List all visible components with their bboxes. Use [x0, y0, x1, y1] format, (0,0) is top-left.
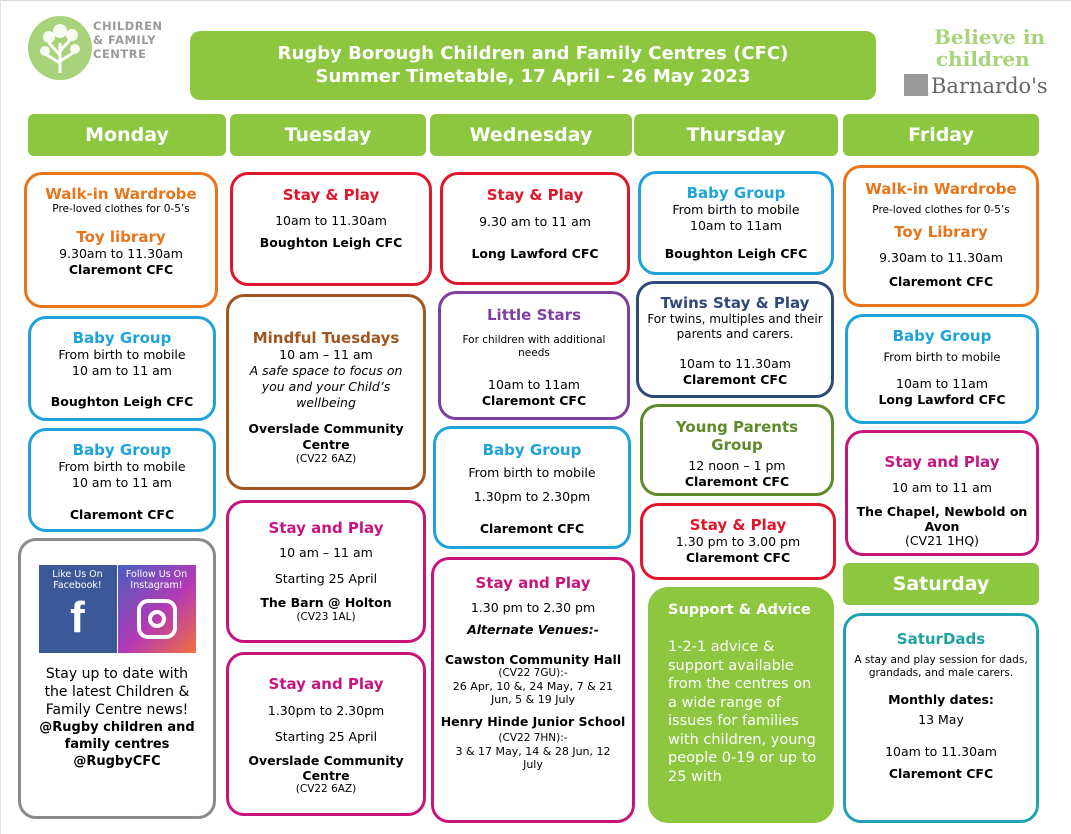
social-handle-facebook: @Rugby children and family centres	[39, 720, 195, 752]
saturday-saturdads-card	[843, 613, 1039, 823]
card-venue: Claremont CFC	[68, 262, 174, 277]
day-header-saturday: Saturday	[843, 563, 1039, 605]
card-subtitle: From birth to mobile	[883, 350, 1001, 364]
day-header-tuesday: Tuesday	[230, 114, 426, 156]
thursday-twins-card	[636, 281, 834, 398]
card-title: Walk-in Wardrobe	[45, 185, 197, 203]
facebook-icon: f	[70, 593, 85, 642]
card-time: 10am to 11am	[488, 377, 580, 392]
card-venue-1: Cawston Community Hall	[444, 652, 622, 667]
facebook-label: Like Us On Facebook!	[52, 569, 103, 591]
wednesday-stay-play-card	[440, 172, 630, 285]
card-title: Stay & Play	[486, 186, 584, 204]
barnardos-icon	[904, 74, 928, 96]
support-text: 1-2-1 advice & support available from the centres on a wide range of issues for families with children, young people 0-19 or up to 25 with	[668, 639, 817, 785]
card-postcode: (CV23 1AL)	[296, 611, 356, 623]
wednesday-stay-play-card-2	[431, 557, 635, 823]
card-time: 9.30 am to 11 am	[479, 214, 591, 229]
day-header-thursday: Thursday	[634, 114, 838, 156]
instagram-label: Follow Us On Instagram!	[125, 569, 188, 591]
card-title: Baby Group	[72, 441, 172, 459]
card-venue-2	[440, 714, 626, 745]
card-subtitle: For children with additional needs	[462, 334, 606, 359]
card-date: 13 May	[918, 712, 964, 727]
card-start-date: Starting 25 April	[274, 571, 378, 586]
card-time: 10am to 11.30am	[275, 213, 387, 228]
card-time: 10 am – 11 am	[279, 545, 373, 560]
card-subtitle: From birth to mobile	[468, 465, 596, 480]
card-title: Baby Group	[72, 329, 172, 347]
card-time: 10 am to 11 am	[72, 475, 172, 490]
card-title-2: Toy Library	[894, 223, 988, 241]
card-venue: Overslade Community Centre	[248, 421, 404, 452]
card-title: Stay & Play	[282, 186, 380, 204]
card-title: SaturDads	[896, 630, 986, 648]
day-header-wednesday: Wednesday	[430, 114, 632, 156]
card-title: Baby Group	[686, 184, 786, 202]
thursday-stay-play-card	[640, 503, 836, 580]
card-time: 1.30pm to 2.30pm	[267, 703, 385, 718]
card-venue: Claremont CFC	[481, 393, 587, 408]
card-title: Stay and Play	[268, 675, 384, 693]
support-title: Support & Advice	[668, 602, 811, 618]
friday-baby-group-card	[845, 314, 1039, 424]
card-title: Twins Stay & Play	[660, 294, 810, 312]
card-time: 10am to 11am	[690, 218, 782, 233]
tree-icon	[27, 13, 93, 83]
instagram-icon	[137, 599, 177, 639]
day-header-monday: Monday	[28, 114, 226, 156]
card-time: 1.30pm to 2.30pm	[473, 489, 591, 504]
support-advice-card	[648, 587, 834, 823]
social-text: Stay up to date with the latest Children & Family Centre news!	[44, 666, 190, 718]
card-venue: Claremont CFC	[479, 521, 585, 536]
tuesday-stay-play-card	[230, 172, 432, 286]
card-title: Walk-in Wardrobe	[865, 180, 1017, 198]
page-title	[190, 31, 876, 100]
card-time: 1.30 pm to 3.00 pm	[675, 534, 801, 549]
card-dates-2: 3 & 17 May, 14 & 28 Jun, 12 July	[455, 745, 611, 771]
monday-wardrobe-card	[24, 172, 218, 308]
logo-line1: CHILDREN	[93, 19, 163, 33]
instagram-tile[interactable]	[118, 565, 196, 653]
title-line2: Summer Timetable, 17 April – 26 May 2023	[315, 66, 751, 87]
card-venue: Boughton Leigh CFC	[259, 235, 403, 250]
card-venue: Long Lawford CFC	[471, 246, 599, 261]
card-venue: The Barn @ Holton	[260, 595, 392, 610]
card-postcode: (CV22 6AZ)	[295, 783, 357, 795]
card-venue-2-name: Henry Hinde Junior School	[440, 714, 626, 729]
monday-social-card	[18, 538, 216, 819]
card-description: A safe space to focus on you and your Child’s wellbeing	[249, 363, 403, 410]
card-time: 10 am to 11 am	[892, 480, 992, 495]
monday-baby-group-card-2	[28, 428, 216, 532]
card-venue: Claremont CFC	[69, 507, 175, 522]
social-handle-instagram: @RugbyCFC	[73, 754, 161, 769]
card-time: 9.30am to 11.30am	[879, 250, 1003, 265]
friday-wardrobe-card	[843, 165, 1039, 307]
believe-in-children	[934, 26, 1045, 70]
card-title: Stay and Play	[884, 453, 1000, 471]
card-alternate-venues: Alternate Venues:-	[467, 622, 599, 637]
logo-line2: & FAMILY	[93, 33, 157, 47]
card-subtitle: From birth to mobile	[58, 459, 186, 474]
card-venue: Claremont CFC	[685, 550, 791, 565]
card-postcode-2: (CV22 7HN):-	[498, 732, 568, 744]
card-venue: Claremont CFC	[682, 372, 788, 387]
card-time: 9.30am to 11.30am	[59, 246, 183, 261]
card-venue: Boughton Leigh CFC	[50, 394, 194, 409]
tuesday-stay-play-overslade-card	[226, 652, 426, 816]
wednesday-baby-group-card	[433, 426, 631, 549]
tuesday-stay-play-holton-card	[226, 500, 426, 643]
wednesday-little-stars-card	[438, 291, 630, 420]
card-venue: Boughton Leigh CFC	[664, 246, 808, 261]
card-time: 12 noon – 1 pm	[688, 458, 786, 473]
card-time: 1.30 pm to 2.30 pm	[470, 600, 596, 615]
card-venue: Long Lawford CFC	[878, 392, 1006, 407]
card-subtitle: A stay and play session for dads, grandads, and male carers.	[854, 654, 1028, 679]
card-subtitle: Pre-loved clothes for 0-5’s	[872, 204, 1010, 216]
card-venue: Claremont CFC	[888, 274, 994, 289]
card-dates-label: Monthly dates:	[888, 692, 994, 707]
card-title: Baby Group	[482, 441, 582, 459]
monday-baby-group-card-1	[28, 316, 216, 421]
card-subtitle: Pre-loved clothes for 0-5’s	[52, 203, 190, 215]
title-line1: Rugby Borough Children and Family Centres (CFC)	[277, 43, 789, 64]
tuesday-mindful-card	[226, 294, 426, 490]
card-title: Young Parents Group	[675, 418, 799, 454]
believe-line2: children	[936, 47, 1030, 71]
card-dates-1: 26 Apr, 10 &, 24 May, 7 & 21 Jun, 5 & 19 July	[452, 680, 614, 706]
card-venue: Claremont CFC	[684, 474, 790, 489]
day-header-friday: Friday	[843, 114, 1039, 156]
card-title: Stay and Play	[475, 574, 591, 592]
card-time: 10am to 11am	[896, 376, 988, 391]
card-title-2: Toy library	[76, 228, 166, 246]
card-title: Stay & Play	[689, 516, 787, 534]
cfc-logo	[27, 13, 167, 83]
card-venue: Overslade Community Centre	[248, 753, 404, 783]
card-time: 10 am – 11 am	[279, 347, 373, 362]
card-postcode: (CV21 1HQ)	[904, 533, 980, 548]
card-title: Little Stars	[487, 306, 581, 324]
card-title: Mindful Tuesdays	[252, 329, 400, 347]
card-subtitle: From birth to mobile	[58, 347, 186, 362]
card-subtitle: For twins, multiples and their parents and carers.	[647, 312, 823, 341]
card-title: Stay and Play	[268, 519, 384, 537]
card-title: Baby Group	[892, 327, 992, 345]
card-time: 10am to 11.30am	[885, 744, 997, 759]
card-venue: The Chapel, Newbold on Avon	[856, 504, 1028, 534]
card-postcode-1: (CV22 7GU):-	[498, 667, 568, 679]
thursday-young-parents-card	[640, 404, 834, 496]
card-time: 10 am to 11 am	[72, 363, 172, 378]
card-start-date: Starting 25 April	[274, 729, 378, 744]
barnardos-text: Barnardo's	[931, 74, 1048, 98]
friday-stay-play-card	[845, 430, 1039, 556]
card-postcode: (CV22 6AZ)	[295, 453, 357, 465]
barnardos-logo	[904, 74, 1048, 98]
believe-line1: Believe in	[934, 25, 1045, 49]
logo-line3: CENTRE	[93, 47, 147, 61]
card-subtitle: From birth to mobile	[672, 202, 800, 217]
facebook-tile[interactable]	[39, 565, 117, 653]
thursday-baby-group-card	[638, 171, 834, 275]
card-time: 10am to 11.30am	[679, 356, 791, 371]
card-venue: Claremont CFC	[888, 766, 994, 781]
